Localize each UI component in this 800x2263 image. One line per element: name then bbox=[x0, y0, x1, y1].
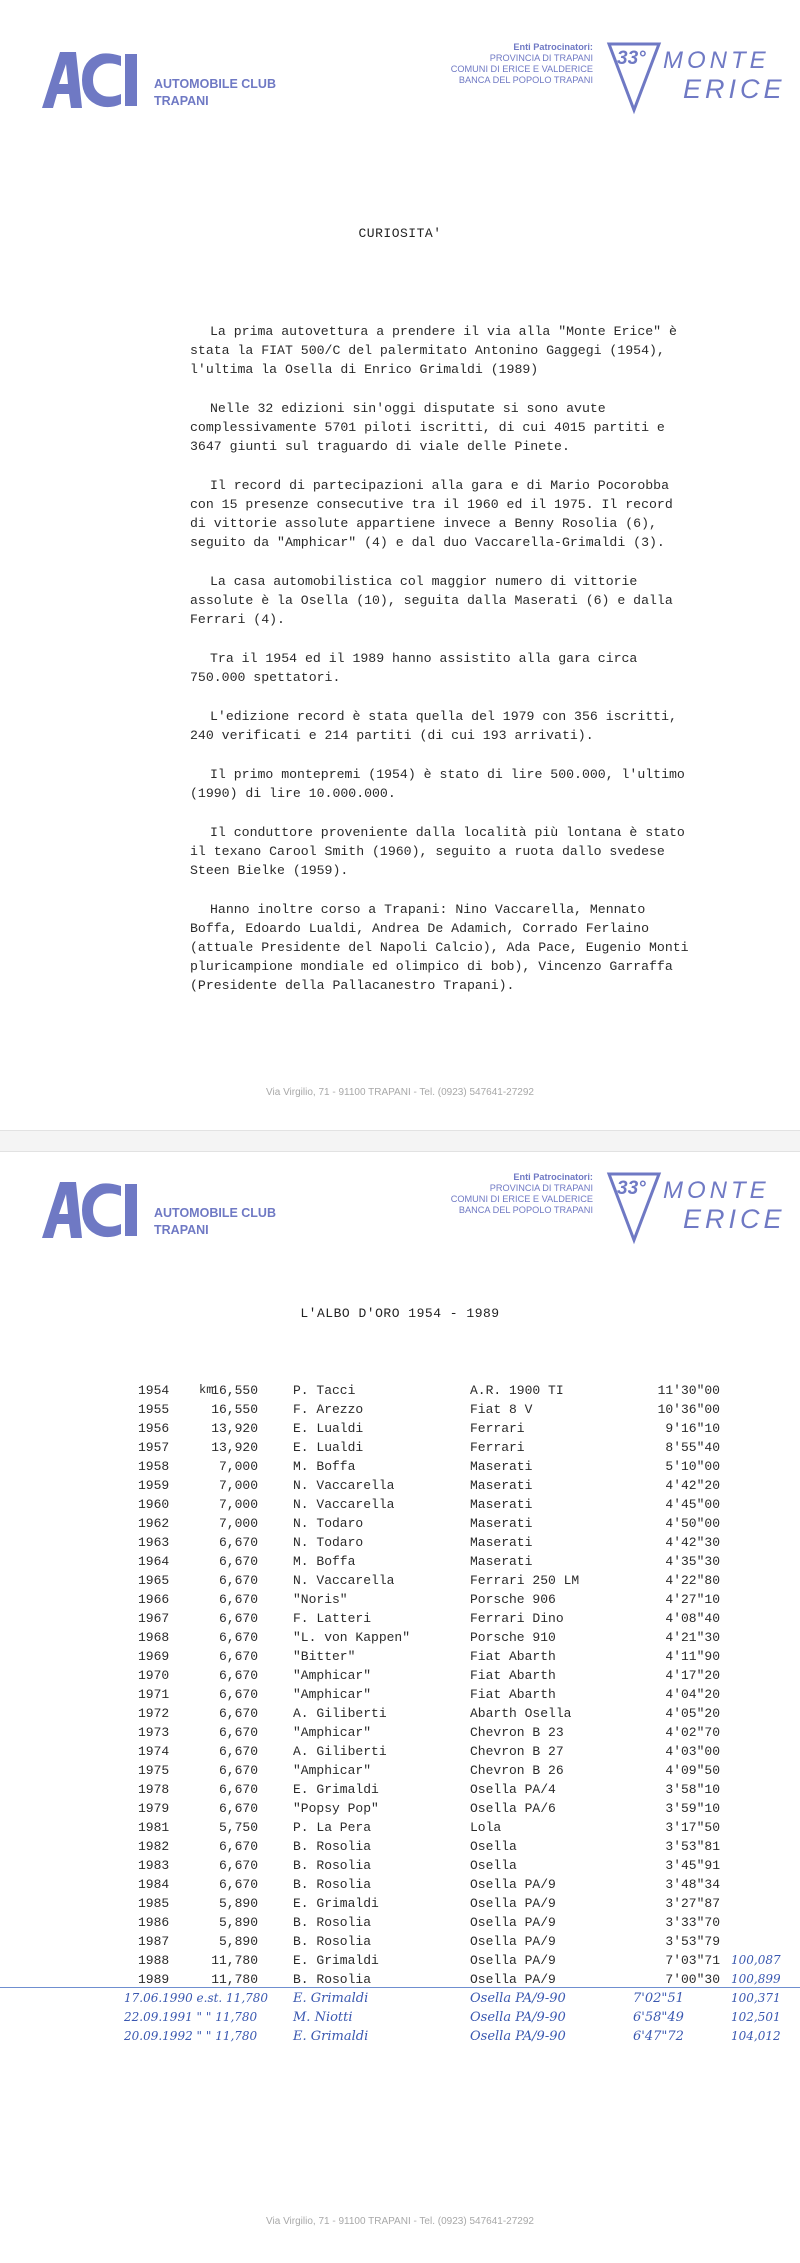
table-row bbox=[138, 1858, 738, 1877]
car-cell: Osella PA/9 bbox=[470, 1972, 556, 1987]
km-cell: 7,000 bbox=[218, 1459, 258, 1474]
year-cell: 1955 bbox=[138, 1402, 170, 1417]
driver-cell: M. Boffa bbox=[293, 1554, 356, 1569]
year-cell: 1971 bbox=[138, 1687, 170, 1702]
year-cell: 1957 bbox=[138, 1440, 170, 1455]
paragraph: La casa automobilistica col maggior numero di vittorie assolute è la Osella (10), seguita dalla Maserati (6) e dalla Ferrari (4). bbox=[190, 574, 673, 627]
km-cell: 7,000 bbox=[218, 1516, 258, 1531]
driver-cell: N. Vaccarella bbox=[293, 1478, 395, 1493]
car-cell: Maserati bbox=[470, 1459, 533, 1474]
km-cell: 13,920 bbox=[211, 1421, 258, 1436]
car-cell: Chevron B 23 bbox=[470, 1725, 564, 1740]
driver-cell: B. Rosolia bbox=[293, 1934, 372, 1949]
car-cell: Maserati bbox=[470, 1478, 533, 1493]
driver-cell: E. Grimaldi bbox=[293, 1953, 379, 1968]
handwritten-row bbox=[124, 1991, 781, 2010]
time-cell: 7'00"30 bbox=[665, 1972, 720, 1987]
car-cell: A.R. 1900 TI bbox=[470, 1383, 564, 1398]
year-cell: 1966 bbox=[138, 1592, 170, 1607]
table-row bbox=[138, 1820, 738, 1839]
paragraph: Il primo montepremi (1954) è stato di lire 500.000, l'ultimo (1990) di lire 10.000.000. bbox=[190, 767, 685, 801]
km-cell: 5,890 bbox=[218, 1896, 258, 1911]
driver-cell: B. Rosolia bbox=[293, 1972, 372, 1987]
patron-item: PROVINCIA DI TRAPANI bbox=[489, 53, 593, 63]
km-cell: 5,750 bbox=[218, 1820, 258, 1835]
year-cell: 1979 bbox=[138, 1801, 170, 1816]
hand-speed: 100,371 bbox=[731, 1991, 781, 2005]
year-cell: 1956 bbox=[138, 1421, 170, 1436]
driver-cell: P. La Pera bbox=[293, 1820, 372, 1835]
patrons-title: Enti Patrocinatori: bbox=[513, 42, 593, 52]
year-cell: 1970 bbox=[138, 1668, 170, 1683]
km-cell: 16,550 bbox=[211, 1402, 258, 1417]
car-cell: Lola bbox=[470, 1820, 502, 1835]
car-cell: Osella PA/9 bbox=[470, 1953, 556, 1968]
year-cell: 1988 bbox=[138, 1953, 170, 1968]
car-cell: Maserati bbox=[470, 1516, 533, 1531]
km-cell: 11,780 bbox=[211, 1972, 258, 1987]
year-cell: 1959 bbox=[138, 1478, 170, 1493]
hand-driver: E. Grimaldi bbox=[293, 1991, 369, 2006]
time-cell: 4'27"10 bbox=[665, 1592, 720, 1607]
year-cell: 1963 bbox=[138, 1535, 170, 1550]
car-cell: Ferrari Dino bbox=[470, 1611, 564, 1626]
paragraph: Il record di partecipazioni alla gara e di Mario Pocorobba con 15 presenze consecutive tra il 1960 ed il 1975. Il record di vittorie assolute appartiene invece a Benny Rosolia (6), seguito da "Amphicar" (4) e dal duo Vaccarella-Grimaldi (3). bbox=[190, 478, 673, 550]
year-cell: 1954 bbox=[138, 1383, 170, 1398]
car-cell: Fiat Abarth bbox=[470, 1649, 556, 1664]
speed-note: 100,899 bbox=[731, 1972, 781, 1986]
km-cell: 6,670 bbox=[218, 1554, 258, 1569]
hand-date: 17.06.1990 e.st. 11,780 bbox=[124, 1991, 269, 2005]
table-row bbox=[138, 1649, 738, 1668]
time-cell: 4'42"20 bbox=[665, 1478, 720, 1493]
year-cell: 1964 bbox=[138, 1554, 170, 1569]
car-cell: Porsche 906 bbox=[470, 1592, 556, 1607]
page-footer: Via Virgilio, 71 - 91100 TRAPANI - Tel. (0923) 547641-27292 bbox=[266, 2216, 534, 2227]
time-cell: 5'10"00 bbox=[665, 1459, 720, 1474]
car-cell: Maserati bbox=[470, 1554, 533, 1569]
time-cell: 9'16"10 bbox=[665, 1421, 720, 1436]
time-cell: 4'17"20 bbox=[665, 1668, 720, 1683]
time-cell: 4'42"30 bbox=[665, 1535, 720, 1550]
table-row bbox=[138, 1573, 738, 1592]
car-cell: Ferrari 250 LM bbox=[470, 1573, 580, 1588]
table-row bbox=[138, 1611, 738, 1630]
km-cell: 5,890 bbox=[218, 1915, 258, 1930]
km-cell: 6,670 bbox=[218, 1611, 258, 1626]
driver-cell: E. Grimaldi bbox=[293, 1782, 379, 1797]
curiosita-text bbox=[190, 322, 690, 1015]
car-cell: Ferrari bbox=[470, 1440, 525, 1455]
km-cell: 6,670 bbox=[218, 1858, 258, 1873]
time-cell: 3'59"10 bbox=[665, 1801, 720, 1816]
year-cell: 1982 bbox=[138, 1839, 170, 1854]
year-cell: 1987 bbox=[138, 1934, 170, 1949]
page-separator bbox=[0, 1130, 800, 1152]
car-cell: Osella PA/9 bbox=[470, 1934, 556, 1949]
year-cell: 1984 bbox=[138, 1877, 170, 1892]
table-row bbox=[138, 1630, 738, 1649]
club-name-line2: TRAPANI bbox=[154, 1223, 209, 1237]
driver-cell: F. Arezzo bbox=[293, 1402, 364, 1417]
year-cell: 1983 bbox=[138, 1858, 170, 1873]
km-cell: 6,670 bbox=[218, 1744, 258, 1759]
car-cell: Osella PA/9 bbox=[470, 1877, 556, 1892]
patrons-title: Enti Patrocinatori: bbox=[513, 1172, 593, 1182]
car-cell: Fiat 8 V bbox=[470, 1402, 533, 1417]
year-cell: 1960 bbox=[138, 1497, 170, 1512]
time-cell: 3'33"70 bbox=[665, 1915, 720, 1930]
time-cell: 3'58"10 bbox=[665, 1782, 720, 1797]
driver-cell: A. Giliberti bbox=[293, 1744, 387, 1759]
table-row bbox=[138, 1744, 738, 1763]
table-row bbox=[138, 1706, 738, 1725]
driver-cell: E. Grimaldi bbox=[293, 1896, 379, 1911]
club-name bbox=[154, 76, 276, 110]
handwritten-row bbox=[124, 2029, 781, 2048]
year-cell: 1972 bbox=[138, 1706, 170, 1721]
driver-cell: N. Todaro bbox=[293, 1535, 364, 1550]
driver-cell: B. Rosolia bbox=[293, 1915, 372, 1930]
table-row bbox=[138, 1592, 738, 1611]
year-cell: 1986 bbox=[138, 1915, 170, 1930]
event-name-1: MONTE bbox=[663, 47, 770, 74]
driver-cell: F. Latteri bbox=[293, 1611, 372, 1626]
driver-cell: "Amphicar" bbox=[293, 1668, 372, 1683]
driver-cell: B. Rosolia bbox=[293, 1858, 372, 1873]
monte-erice-logo-icon bbox=[605, 40, 786, 115]
km-cell: 6,670 bbox=[218, 1668, 258, 1683]
table-row bbox=[138, 1554, 738, 1573]
hand-car: Osella PA/9-90 bbox=[470, 2010, 566, 2025]
km-cell: 6,670 bbox=[218, 1877, 258, 1892]
driver-cell: "Amphicar" bbox=[293, 1763, 372, 1778]
table-row bbox=[138, 1402, 738, 1421]
hand-date: 22.09.1991 " " 11,780 bbox=[124, 2010, 258, 2024]
club-name-line2: TRAPANI bbox=[154, 94, 209, 108]
time-cell: 11'30"00 bbox=[657, 1383, 720, 1398]
time-cell: 3'27"87 bbox=[665, 1896, 720, 1911]
table-row bbox=[138, 1440, 738, 1459]
club-name bbox=[154, 1205, 276, 1239]
patron-item: COMUNI DI ERICE E VALDERICE bbox=[450, 64, 593, 74]
driver-cell: N. Vaccarella bbox=[293, 1573, 395, 1588]
page-footer: Via Virgilio, 71 - 91100 TRAPANI - Tel. (0923) 547641-27292 bbox=[266, 1087, 534, 1098]
paragraph: Hanno inoltre corso a Trapani: Nino Vaccarella, Mennato Boffa, Edoardo Lualdi, Andrea De Adamich, Corrado Ferlaino (attuale Presidente del Napoli Calcio), Ada Pace, Eugenio Monti pluricampione mondiale ed olimpico di bob), Vincenzo Garraffa (Presidente della Pallacanestro Trapani). bbox=[190, 902, 689, 993]
patrons-block bbox=[393, 1172, 593, 1216]
time-cell: 7'03"71 bbox=[665, 1953, 720, 1968]
driver-cell: P. Tacci bbox=[293, 1383, 356, 1398]
patron-item: BANCA DEL POPOLO TRAPANI bbox=[458, 1205, 593, 1215]
table-row bbox=[138, 1763, 738, 1782]
hand-speed: 102,501 bbox=[731, 2010, 781, 2024]
car-cell: Osella bbox=[470, 1839, 517, 1854]
hand-time: 6'58"49 bbox=[633, 2010, 684, 2025]
hand-car: Osella PA/9-90 bbox=[470, 2029, 566, 2044]
km-cell: 6,670 bbox=[218, 1839, 258, 1854]
time-cell: 4'05"20 bbox=[665, 1706, 720, 1721]
time-cell: 4'04"20 bbox=[665, 1687, 720, 1702]
time-cell: 3'53"79 bbox=[665, 1934, 720, 1949]
year-cell: 1985 bbox=[138, 1896, 170, 1911]
table-row bbox=[138, 1687, 738, 1706]
page-title: L'ALBO D'ORO 1954 - 1989 bbox=[300, 1306, 500, 1321]
ruled-line bbox=[0, 1987, 800, 1988]
year-cell: 1974 bbox=[138, 1744, 170, 1759]
table-row bbox=[138, 1516, 738, 1535]
driver-cell: E. Lualdi bbox=[293, 1440, 364, 1455]
club-name-line1: AUTOMOBILE CLUB bbox=[154, 77, 276, 91]
hand-time: 7'02"51 bbox=[633, 1991, 684, 2006]
driver-cell: N. Vaccarella bbox=[293, 1497, 395, 1512]
km-cell: 6,670 bbox=[218, 1801, 258, 1816]
event-number: 33° bbox=[617, 1178, 646, 1199]
year-cell: 1981 bbox=[138, 1820, 170, 1835]
year-cell: 1965 bbox=[138, 1573, 170, 1588]
car-cell: Abarth Osella bbox=[470, 1706, 572, 1721]
page-title: CURIOSITA' bbox=[358, 226, 442, 241]
table-row bbox=[138, 1497, 738, 1516]
aci-logo-icon bbox=[38, 1182, 143, 1238]
km-cell: 7,000 bbox=[218, 1478, 258, 1493]
time-cell: 3'53"81 bbox=[665, 1839, 720, 1854]
year-cell: 1967 bbox=[138, 1611, 170, 1626]
patron-item: COMUNI DI ERICE E VALDERICE bbox=[450, 1194, 593, 1204]
hand-driver: E. Grimaldi bbox=[293, 2029, 369, 2044]
table-row bbox=[138, 1459, 738, 1478]
driver-cell: B. Rosolia bbox=[293, 1839, 372, 1854]
time-cell: 4'09"50 bbox=[665, 1763, 720, 1778]
km-cell: 6,670 bbox=[218, 1592, 258, 1607]
km-cell: 6,670 bbox=[218, 1725, 258, 1740]
year-cell: 1962 bbox=[138, 1516, 170, 1531]
hand-time: 6'47"72 bbox=[633, 2029, 684, 2044]
hand-date: 20.09.1992 " " 11,780 bbox=[124, 2029, 258, 2043]
table-row bbox=[138, 1421, 738, 1440]
km-unit: km bbox=[199, 1383, 214, 1397]
driver-cell: E. Lualdi bbox=[293, 1421, 364, 1436]
table-row bbox=[138, 1915, 738, 1934]
km-cell: 5,890 bbox=[218, 1934, 258, 1949]
time-cell: 4'50"00 bbox=[665, 1516, 720, 1531]
driver-cell: M. Boffa bbox=[293, 1459, 356, 1474]
club-name-line1: AUTOMOBILE CLUB bbox=[154, 1206, 276, 1220]
km-cell: 6,670 bbox=[218, 1687, 258, 1702]
km-cell: 6,670 bbox=[218, 1763, 258, 1778]
time-cell: 3'45"91 bbox=[665, 1858, 720, 1873]
handwritten-row bbox=[124, 2010, 781, 2029]
km-cell: 7,000 bbox=[218, 1497, 258, 1512]
table-row bbox=[138, 1725, 738, 1744]
car-cell: Porsche 910 bbox=[470, 1630, 556, 1645]
km-cell: 11,780 bbox=[211, 1953, 258, 1968]
year-cell: 1975 bbox=[138, 1763, 170, 1778]
driver-cell: "Amphicar" bbox=[293, 1725, 372, 1740]
paragraph: Nelle 32 edizioni sin'oggi disputate si sono avute complessivamente 5701 piloti iscritti, di cui 4015 partiti e 3647 giunti sul traguardo di viale delle Pinete. bbox=[190, 401, 665, 454]
time-cell: 4'35"30 bbox=[665, 1554, 720, 1569]
albo-table bbox=[124, 1383, 781, 2048]
car-cell: Maserati bbox=[470, 1497, 533, 1512]
time-cell: 4'45"00 bbox=[665, 1497, 720, 1512]
event-name-2: ERICE bbox=[683, 74, 786, 104]
year-cell: 1989 bbox=[138, 1972, 170, 1987]
time-cell: 4'21"30 bbox=[665, 1630, 720, 1645]
page-curiosita bbox=[0, 0, 800, 1130]
driver-cell: "Bitter" bbox=[293, 1649, 356, 1664]
paragraph: Il conduttore proveniente dalla località più lontana è stato il texano Carool Smith (1960), seguito a ruota dallo svedese Steen Bielke (1959). bbox=[190, 825, 685, 878]
time-cell: 4'11"90 bbox=[665, 1649, 720, 1664]
time-cell: 4'03"00 bbox=[665, 1744, 720, 1759]
driver-cell: "L. von Kappen" bbox=[293, 1630, 411, 1645]
driver-cell: A. Giliberti bbox=[293, 1706, 387, 1721]
car-cell: Osella PA/9 bbox=[470, 1896, 556, 1911]
table-row bbox=[138, 1668, 738, 1687]
time-cell: 8'55"40 bbox=[665, 1440, 720, 1455]
table-row bbox=[138, 1934, 738, 1953]
km-cell: 6,670 bbox=[218, 1782, 258, 1797]
time-cell: 10'36"00 bbox=[657, 1402, 720, 1417]
year-cell: 1969 bbox=[138, 1649, 170, 1664]
driver-cell: "Noris" bbox=[293, 1592, 348, 1607]
table-row bbox=[138, 1383, 738, 1402]
km-cell: 6,670 bbox=[218, 1649, 258, 1664]
car-cell: Chevron B 26 bbox=[470, 1763, 564, 1778]
driver-cell: N. Todaro bbox=[293, 1516, 364, 1531]
hand-speed: 104,012 bbox=[731, 2029, 781, 2043]
page-albo-doro bbox=[0, 1150, 800, 2263]
event-number: 33° bbox=[617, 48, 646, 69]
time-cell: 4'08"40 bbox=[665, 1611, 720, 1626]
hand-driver: M. Niotti bbox=[293, 2010, 353, 2025]
km-cell: 13,920 bbox=[211, 1440, 258, 1455]
patrons-block bbox=[393, 42, 593, 86]
car-cell: Fiat Abarth bbox=[470, 1668, 556, 1683]
time-cell: 3'48"34 bbox=[665, 1877, 720, 1892]
km-cell: 6,670 bbox=[218, 1535, 258, 1550]
km-cell: 16,550 bbox=[211, 1383, 258, 1398]
time-cell: 3'17"50 bbox=[665, 1820, 720, 1835]
year-cell: 1958 bbox=[138, 1459, 170, 1474]
year-cell: 1978 bbox=[138, 1782, 170, 1797]
car-cell: Osella PA/6 bbox=[470, 1801, 556, 1816]
table-row bbox=[138, 1953, 781, 1972]
paragraph: La prima autovettura a prendere il via alla "Monte Erice" è stata la FIAT 500/C del palermitato Antonino Gaggegi (1954), l'ultima la Osella di Enrico Grimaldi (1989) bbox=[190, 324, 677, 377]
year-cell: 1968 bbox=[138, 1630, 170, 1645]
driver-cell: "Amphicar" bbox=[293, 1687, 372, 1702]
car-cell: Osella PA/9 bbox=[470, 1915, 556, 1930]
driver-cell: "Popsy Pop" bbox=[293, 1801, 379, 1816]
table-row bbox=[138, 1478, 738, 1497]
event-name-1: MONTE bbox=[663, 1177, 770, 1204]
speed-note: 100,087 bbox=[731, 1953, 781, 1967]
time-cell: 4'22"80 bbox=[665, 1573, 720, 1588]
table-row bbox=[138, 1801, 738, 1820]
car-cell: Osella PA/4 bbox=[470, 1782, 556, 1797]
table-row bbox=[138, 1535, 738, 1554]
paragraph: Tra il 1954 ed il 1989 hanno assistito alla gara circa 750.000 spettatori. bbox=[190, 651, 638, 685]
event-name-2: ERICE bbox=[683, 1204, 786, 1234]
year-cell: 1973 bbox=[138, 1725, 170, 1740]
car-cell: Chevron B 27 bbox=[470, 1744, 564, 1759]
table-row bbox=[138, 1972, 781, 1991]
time-cell: 4'02"70 bbox=[665, 1725, 720, 1740]
car-cell: Maserati bbox=[470, 1535, 533, 1550]
paragraph: L'edizione record è stata quella del 1979 con 356 iscritti, 240 verificati e 214 partiti (di cui 193 arrivati). bbox=[190, 709, 677, 743]
hand-car: Osella PA/9-90 bbox=[470, 1991, 566, 2006]
table-row bbox=[138, 1896, 738, 1915]
car-cell: Ferrari bbox=[470, 1421, 525, 1436]
table-row bbox=[138, 1877, 738, 1896]
driver-cell: B. Rosolia bbox=[293, 1877, 372, 1892]
patron-item: PROVINCIA DI TRAPANI bbox=[489, 1183, 593, 1193]
car-cell: Fiat Abarth bbox=[470, 1687, 556, 1702]
table-row bbox=[138, 1839, 738, 1858]
table-row bbox=[138, 1782, 738, 1801]
aci-logo-icon bbox=[38, 52, 143, 108]
km-cell: 6,670 bbox=[218, 1573, 258, 1588]
patron-item: BANCA DEL POPOLO TRAPANI bbox=[458, 75, 593, 85]
monte-erice-logo-icon bbox=[605, 1170, 786, 1245]
km-cell: 6,670 bbox=[218, 1630, 258, 1645]
km-cell: 6,670 bbox=[218, 1706, 258, 1721]
car-cell: Osella bbox=[470, 1858, 517, 1873]
